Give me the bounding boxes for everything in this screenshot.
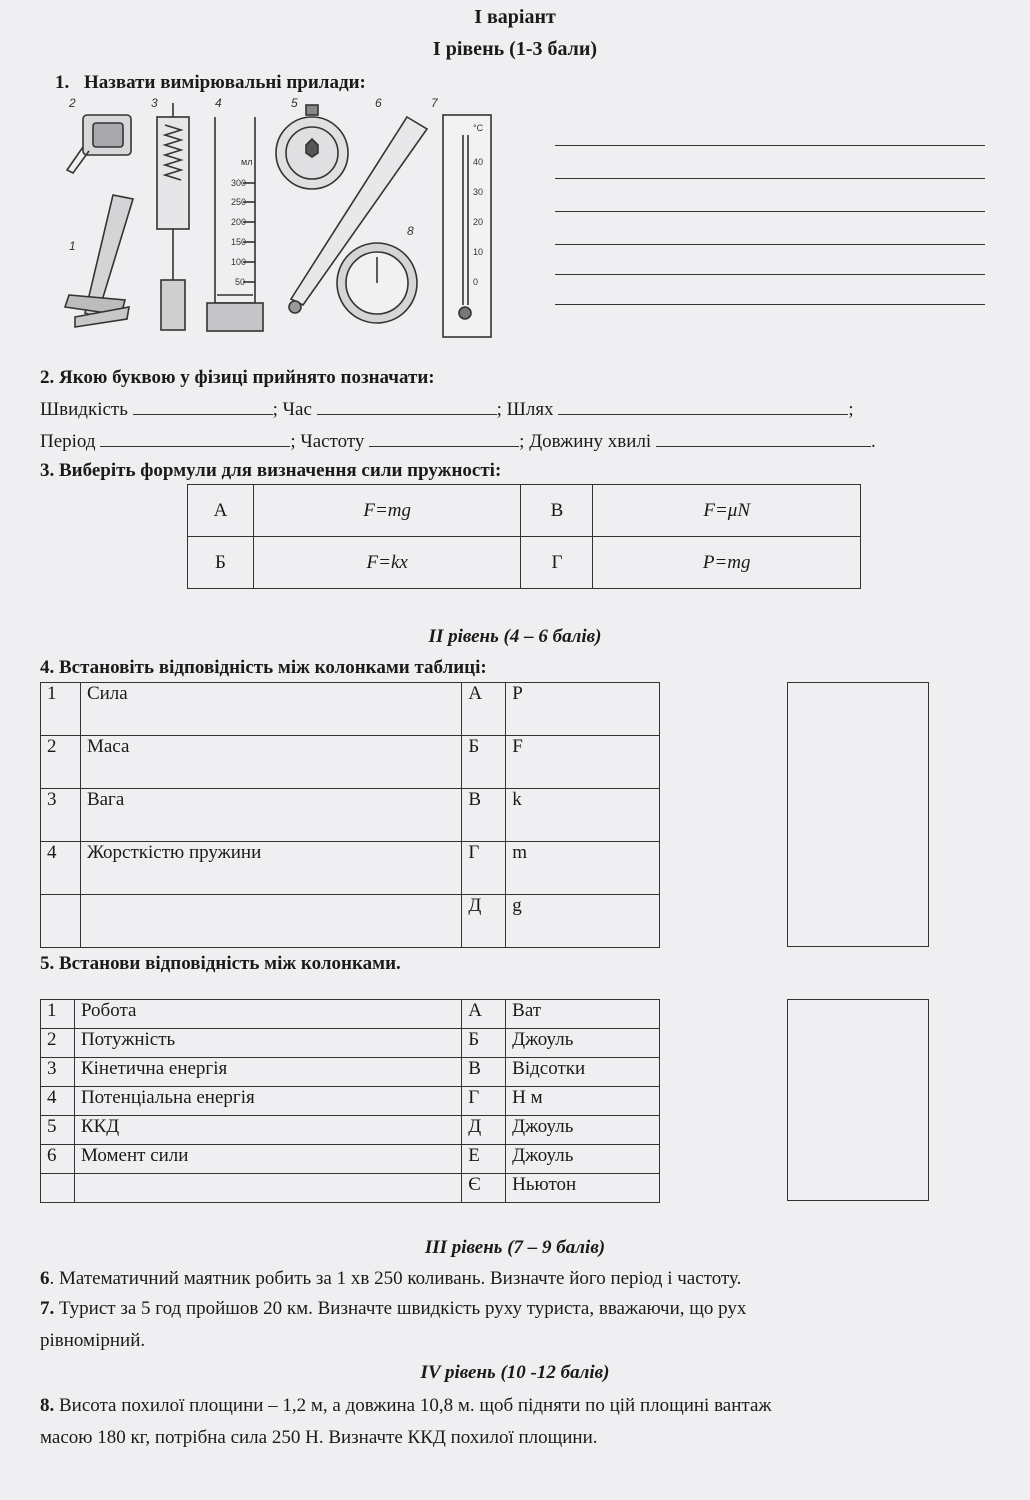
row-number: 1 <box>41 683 81 736</box>
row1-end: ; <box>848 399 854 420</box>
caliper-icon <box>65 195 133 327</box>
option-letter: Б <box>462 1029 506 1058</box>
symbol-cell: g <box>506 895 660 948</box>
unit-cell: Ват <box>506 1000 660 1029</box>
cylinder-tick: 250 <box>231 197 247 207</box>
option-letter: Г <box>462 1087 506 1116</box>
option-letter[interactable]: А <box>188 485 254 537</box>
row-number <box>41 895 81 948</box>
q1-title <box>55 72 366 94</box>
table-row <box>41 1116 660 1145</box>
quantity-name: Маса <box>80 736 461 789</box>
unit-cell: Ньютон <box>506 1174 660 1203</box>
period-blank[interactable] <box>100 428 290 447</box>
row2-end: . <box>870 431 876 452</box>
q3-title: 3. Виберіть формули для визначення сили пружності: <box>40 460 502 481</box>
cylinder-tick: 100 <box>231 257 247 267</box>
instrument-label-8: 8 <box>407 224 414 238</box>
stopwatch-icon <box>276 105 348 189</box>
instrument-label-7: 7 <box>431 96 438 110</box>
q1-text: Назвати вимірювальні прилади: <box>84 72 366 93</box>
instrument-label-3: 3 <box>151 96 158 110</box>
quantity-name: Сила <box>80 683 461 736</box>
wall-thermometer-icon <box>443 115 491 337</box>
table-row <box>41 1145 660 1174</box>
q7-line2: рівномірний. <box>40 1330 146 1351</box>
level4-heading: IV рівень (10 -12 балів) <box>420 1362 610 1383</box>
row-number: 2 <box>41 736 81 789</box>
row-number: 6 <box>41 1145 75 1174</box>
table-row <box>41 789 660 842</box>
row-number: 3 <box>41 789 81 842</box>
level1-heading: І рівень (1-3 бали) <box>432 38 598 60</box>
quantity-name <box>80 895 461 948</box>
quantity-name: ККД <box>74 1116 461 1145</box>
row-number: 4 <box>41 842 81 895</box>
quantity-name: Потужність <box>74 1029 461 1058</box>
table-row <box>41 1174 660 1203</box>
table-row <box>41 736 660 789</box>
option-letter: Д <box>462 895 506 948</box>
q8-line2: масою 180 кг, потрібна сила 250 Н. Визначте ККД похилої площини. <box>40 1427 598 1448</box>
row-number: 1 <box>41 1000 75 1029</box>
q4-answer-box[interactable] <box>787 682 929 947</box>
q6-body: . Математичний маятник робить за 1 хв 250 коливань. Визначте його період і частоту. <box>49 1268 742 1289</box>
instruments-illustration <box>55 95 495 345</box>
q6-number: 6 <box>40 1268 50 1289</box>
q5-answer-box[interactable] <box>787 999 929 1201</box>
path-label: ; Шлях <box>496 399 554 420</box>
instrument-label-4: 4 <box>215 96 222 110</box>
spring-scale-icon <box>157 103 189 330</box>
symbol-cell: Р <box>506 683 660 736</box>
formula-cell[interactable]: F=μN <box>593 485 861 537</box>
q2-row2 <box>40 428 876 453</box>
period-label: Період <box>40 431 96 452</box>
option-letter: Б <box>462 736 506 789</box>
q1-answer-line[interactable] <box>555 274 985 275</box>
table-row <box>188 485 861 537</box>
thermometer-tick: 40 <box>473 157 484 167</box>
barometer-icon <box>337 243 417 323</box>
option-letter: Є <box>462 1174 506 1203</box>
formula-cell[interactable]: P=mg <box>593 537 861 589</box>
instrument-label-6: 6 <box>375 96 382 110</box>
variant-heading: І варіант <box>474 6 556 28</box>
q7-line1: Турист за 5 год пройшов 20 км. Визначте швидкість руху туриста, вважаючи, що рух <box>54 1298 747 1319</box>
time-label: ; Час <box>272 399 312 420</box>
unit-cell: Відсотки <box>506 1058 660 1087</box>
cylinder-unit: мл <box>241 157 253 167</box>
table-row <box>41 1058 660 1087</box>
row-number: 2 <box>41 1029 75 1058</box>
q4-match-table <box>40 682 660 948</box>
row-number: 3 <box>41 1058 75 1087</box>
option-letter: Г <box>462 842 506 895</box>
unit-cell: Джоуль <box>506 1029 660 1058</box>
unit-cell: Джоуль <box>506 1145 660 1174</box>
formula-cell[interactable]: F=kx <box>253 537 521 589</box>
thermometer-tick: 20 <box>473 217 484 227</box>
q5-title: 5. Встанови відповідність між колонками. <box>40 953 401 974</box>
wavelength-label: ; Довжину хвилі <box>519 431 652 452</box>
table-row <box>41 683 660 736</box>
speed-label: Швидкість <box>40 399 128 420</box>
q8-number: 8. <box>40 1395 55 1416</box>
option-letter[interactable]: Б <box>188 537 254 589</box>
q8-text <box>40 1395 772 1417</box>
instrument-label-1: 1 <box>69 239 76 253</box>
row-number: 5 <box>41 1116 75 1145</box>
q2-title: 2. Якою буквою у фізиці прийнято позначати: <box>40 367 435 388</box>
row-number <box>41 1174 75 1203</box>
thermometer-tick: 30 <box>473 187 484 197</box>
quantity-name: Жорсткістю пружини <box>80 842 461 895</box>
table-row <box>188 537 861 589</box>
q2-row1 <box>40 396 854 421</box>
q1-answer-line[interactable] <box>555 178 985 179</box>
q7-number: 7. <box>40 1298 55 1319</box>
path-blank[interactable] <box>558 396 848 415</box>
wavelength-blank[interactable] <box>656 428 871 447</box>
instrument-label-2: 2 <box>69 96 76 110</box>
quantity-name <box>74 1174 461 1203</box>
q3-formula-table <box>187 484 861 589</box>
thermometer-unit: °C <box>473 123 484 133</box>
option-letter[interactable]: В <box>521 485 593 537</box>
q5-match-table <box>40 999 660 1203</box>
instrument-label-5: 5 <box>291 96 298 110</box>
frequency-label: ; Частоту <box>290 431 365 452</box>
time-blank[interactable] <box>317 396 497 415</box>
symbol-cell: m <box>506 842 660 895</box>
unit-cell: Н м <box>506 1087 660 1116</box>
q1-number: 1. <box>55 72 70 93</box>
table-row <box>41 842 660 895</box>
formula-cell[interactable]: F=mg <box>253 485 521 537</box>
level2-heading: ІІ рівень (4 – 6 балів) <box>428 626 602 647</box>
table-row <box>41 895 660 948</box>
table-row <box>41 1087 660 1116</box>
cylinder-tick: 200 <box>231 217 247 227</box>
q1-answer-line[interactable] <box>555 211 985 212</box>
option-letter: А <box>462 683 506 736</box>
q6-text <box>40 1268 741 1290</box>
level3-heading: ІІІ рівень (7 – 9 балів) <box>424 1237 606 1258</box>
row-number: 4 <box>41 1087 75 1116</box>
option-letter: В <box>462 1058 506 1087</box>
q1-answer-line[interactable] <box>555 145 985 146</box>
quantity-name: Потенціальна енергія <box>74 1087 461 1116</box>
q1-answer-line[interactable] <box>555 304 985 305</box>
thermometer-tick: 10 <box>473 247 484 257</box>
unit-cell: Джоуль <box>506 1116 660 1145</box>
quantity-name: Кінетична енергія <box>74 1058 461 1087</box>
quantity-name: Момент сили <box>74 1145 461 1174</box>
q4-title: 4. Встановіть відповідність між колонками таблиці: <box>40 657 487 678</box>
option-letter: Д <box>462 1116 506 1145</box>
tape-measure-icon <box>67 115 131 173</box>
speed-blank[interactable] <box>133 396 273 415</box>
q1-answer-line[interactable] <box>555 244 985 245</box>
cylinder-tick: 150 <box>231 237 247 247</box>
frequency-blank[interactable] <box>369 428 519 447</box>
symbol-cell: k <box>506 789 660 842</box>
option-letter: В <box>462 789 506 842</box>
symbol-cell: F <box>506 736 660 789</box>
cylinder-tick: 300 <box>231 178 247 188</box>
q7-text <box>40 1298 746 1320</box>
option-letter: А <box>462 1000 506 1029</box>
thermometer-tick: 0 <box>473 277 479 287</box>
cylinder-tick: 50 <box>235 277 246 287</box>
quantity-name: Робота <box>74 1000 461 1029</box>
q8-line1: Висота похилої площини – 1,2 м, а довжина 10,8 м. щоб підняти по цій площині вантаж <box>54 1395 772 1416</box>
table-row <box>41 1029 660 1058</box>
option-letter: Е <box>462 1145 506 1174</box>
option-letter[interactable]: Г <box>521 537 593 589</box>
table-row <box>41 1000 660 1029</box>
quantity-name: Вага <box>80 789 461 842</box>
